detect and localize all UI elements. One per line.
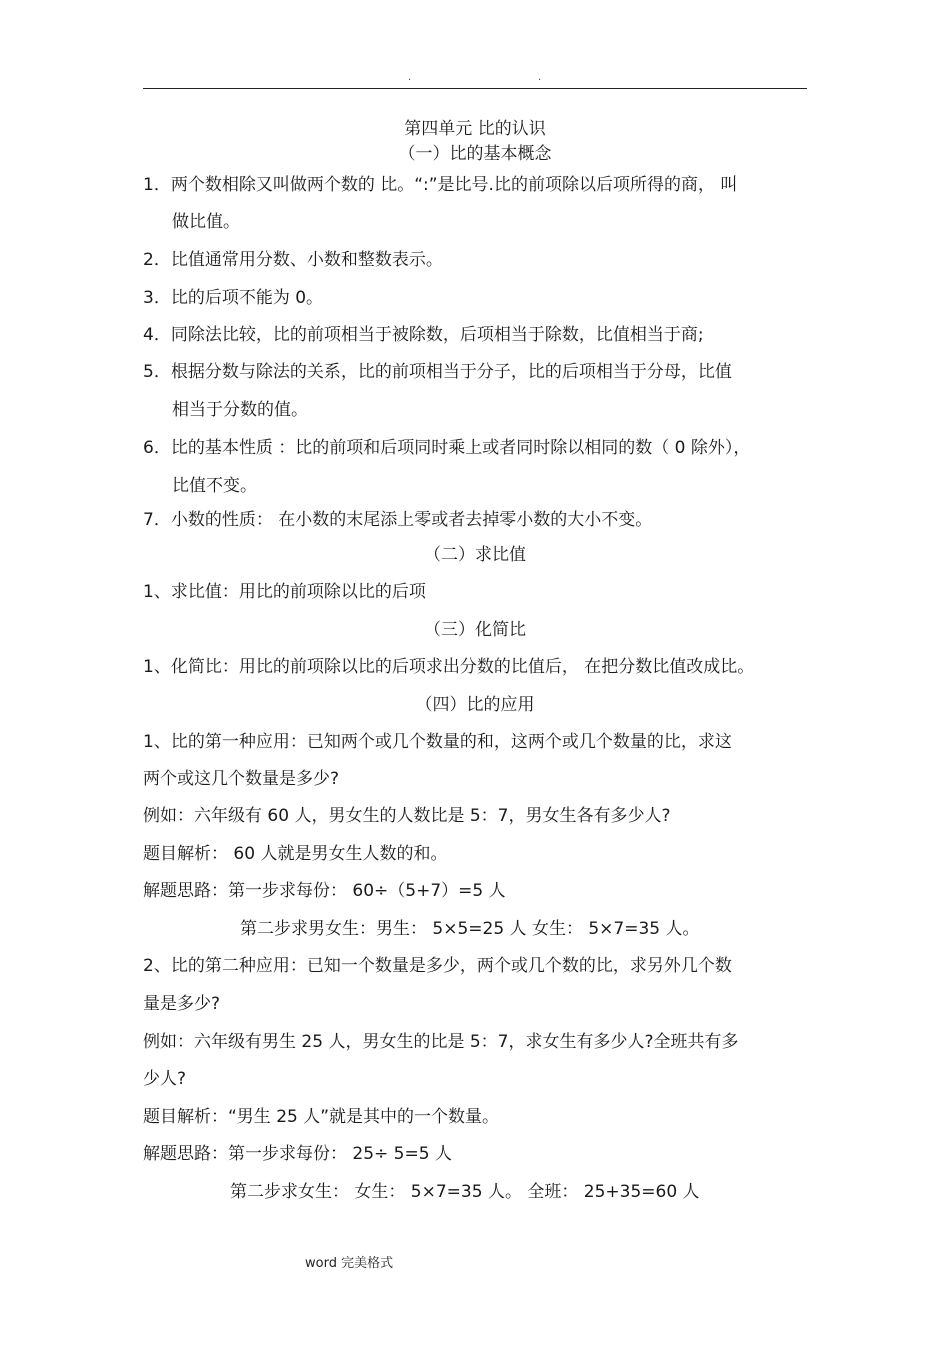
paragraph-line: 第二步求男女生：男生： 5×5=25 人 女生： 5×7=35 人。 — [240, 919, 700, 939]
paragraph-line: 2．比值通常用分数、小数和整数表示。 — [143, 250, 443, 270]
section-heading-ratio-application: （四）比的应用 — [415, 695, 535, 715]
paragraph-line: 例如：六年级有 60 人，男女生的人数比是 5：7，男女生各有多少人? — [143, 806, 671, 826]
paragraph-line: 7．小数的性质： 在小数的末尾添上零或者去掉零小数的大小不变。 — [143, 510, 653, 530]
paragraph-line: 1、化简比：用比的前项除以比的后项求出分数的比值后， 在把分数比值改成比。 — [143, 657, 755, 677]
section-heading-ratio-value: （二）求比值 — [424, 545, 526, 565]
page-footer: word 完美格式 — [305, 1256, 394, 1271]
paragraph-line: 相当于分数的值。 — [172, 400, 308, 420]
header-dot-right: . — [538, 72, 542, 83]
paragraph-line: 量是多少? — [143, 994, 221, 1014]
paragraph-line: 做比值。 — [172, 212, 240, 232]
paragraph-line: 4．同除法比较，比的前项相当于被除数，后项相当于除数，比值相当于商; — [143, 325, 704, 345]
paragraph-line: 题目解析： 60 人就是男女生人数的和。 — [143, 844, 448, 864]
paragraph-line: 1、比的第一种应用：已知两个或几个数量的和，这两个或几个数量的比，求这 — [143, 732, 732, 752]
paragraph-line: 题目解析：“男生 25 人”就是其中的一个数量。 — [143, 1107, 500, 1127]
paragraph-line: 两个或这几个数量是多少? — [143, 769, 340, 789]
paragraph-line: 比值不变。 — [172, 476, 257, 496]
paragraph-line: 少人? — [143, 1069, 187, 1089]
page-header — [0, 72, 950, 84]
document-title: 第四单元 比的认识 — [404, 119, 546, 139]
paragraph-line: 3．比的后项不能为 0。 — [143, 288, 324, 308]
paragraph-line: 2、比的第二种应用：已知一个数量是多少，两个或几个数的比，求另外几个数 — [143, 956, 732, 976]
section-heading-simplify-ratio: （三）化简比 — [424, 620, 526, 640]
paragraph-line: 解题思路：第一步求每份： 25÷ 5=5 人 — [143, 1144, 452, 1164]
paragraph-line: 5．根据分数与除法的关系，比的前项相当于分子，比的后项相当于分母，比值 — [143, 362, 732, 382]
paragraph-line: 1．两个数相除又叫做两个数的 比。“:”是比号.比的前项除以后项所得的商， 叫 — [143, 175, 738, 195]
header-rule — [143, 88, 807, 89]
section-heading-basic-concepts: （一）比的基本概念 — [398, 144, 552, 164]
paragraph-line: 第二步求女生： 女生： 5×7=35 人。 全班： 25+35=60 人 — [230, 1182, 700, 1202]
paragraph-line: 例如：六年级有男生 25 人，男女生的比是 5：7，求女生有多少人?全班共有多 — [143, 1032, 739, 1052]
paragraph-line: 解题思路：第一步求每份： 60÷（5+7）=5 人 — [143, 881, 506, 901]
paragraph-line: 1、求比值：用比的前项除以比的后项 — [143, 582, 426, 602]
header-dot-left: . — [408, 72, 412, 83]
paragraph-line: 6．比的基本性质 ：比的前项和后项同时乘上或者同时除以相同的数（ 0 除外）， — [143, 438, 751, 458]
